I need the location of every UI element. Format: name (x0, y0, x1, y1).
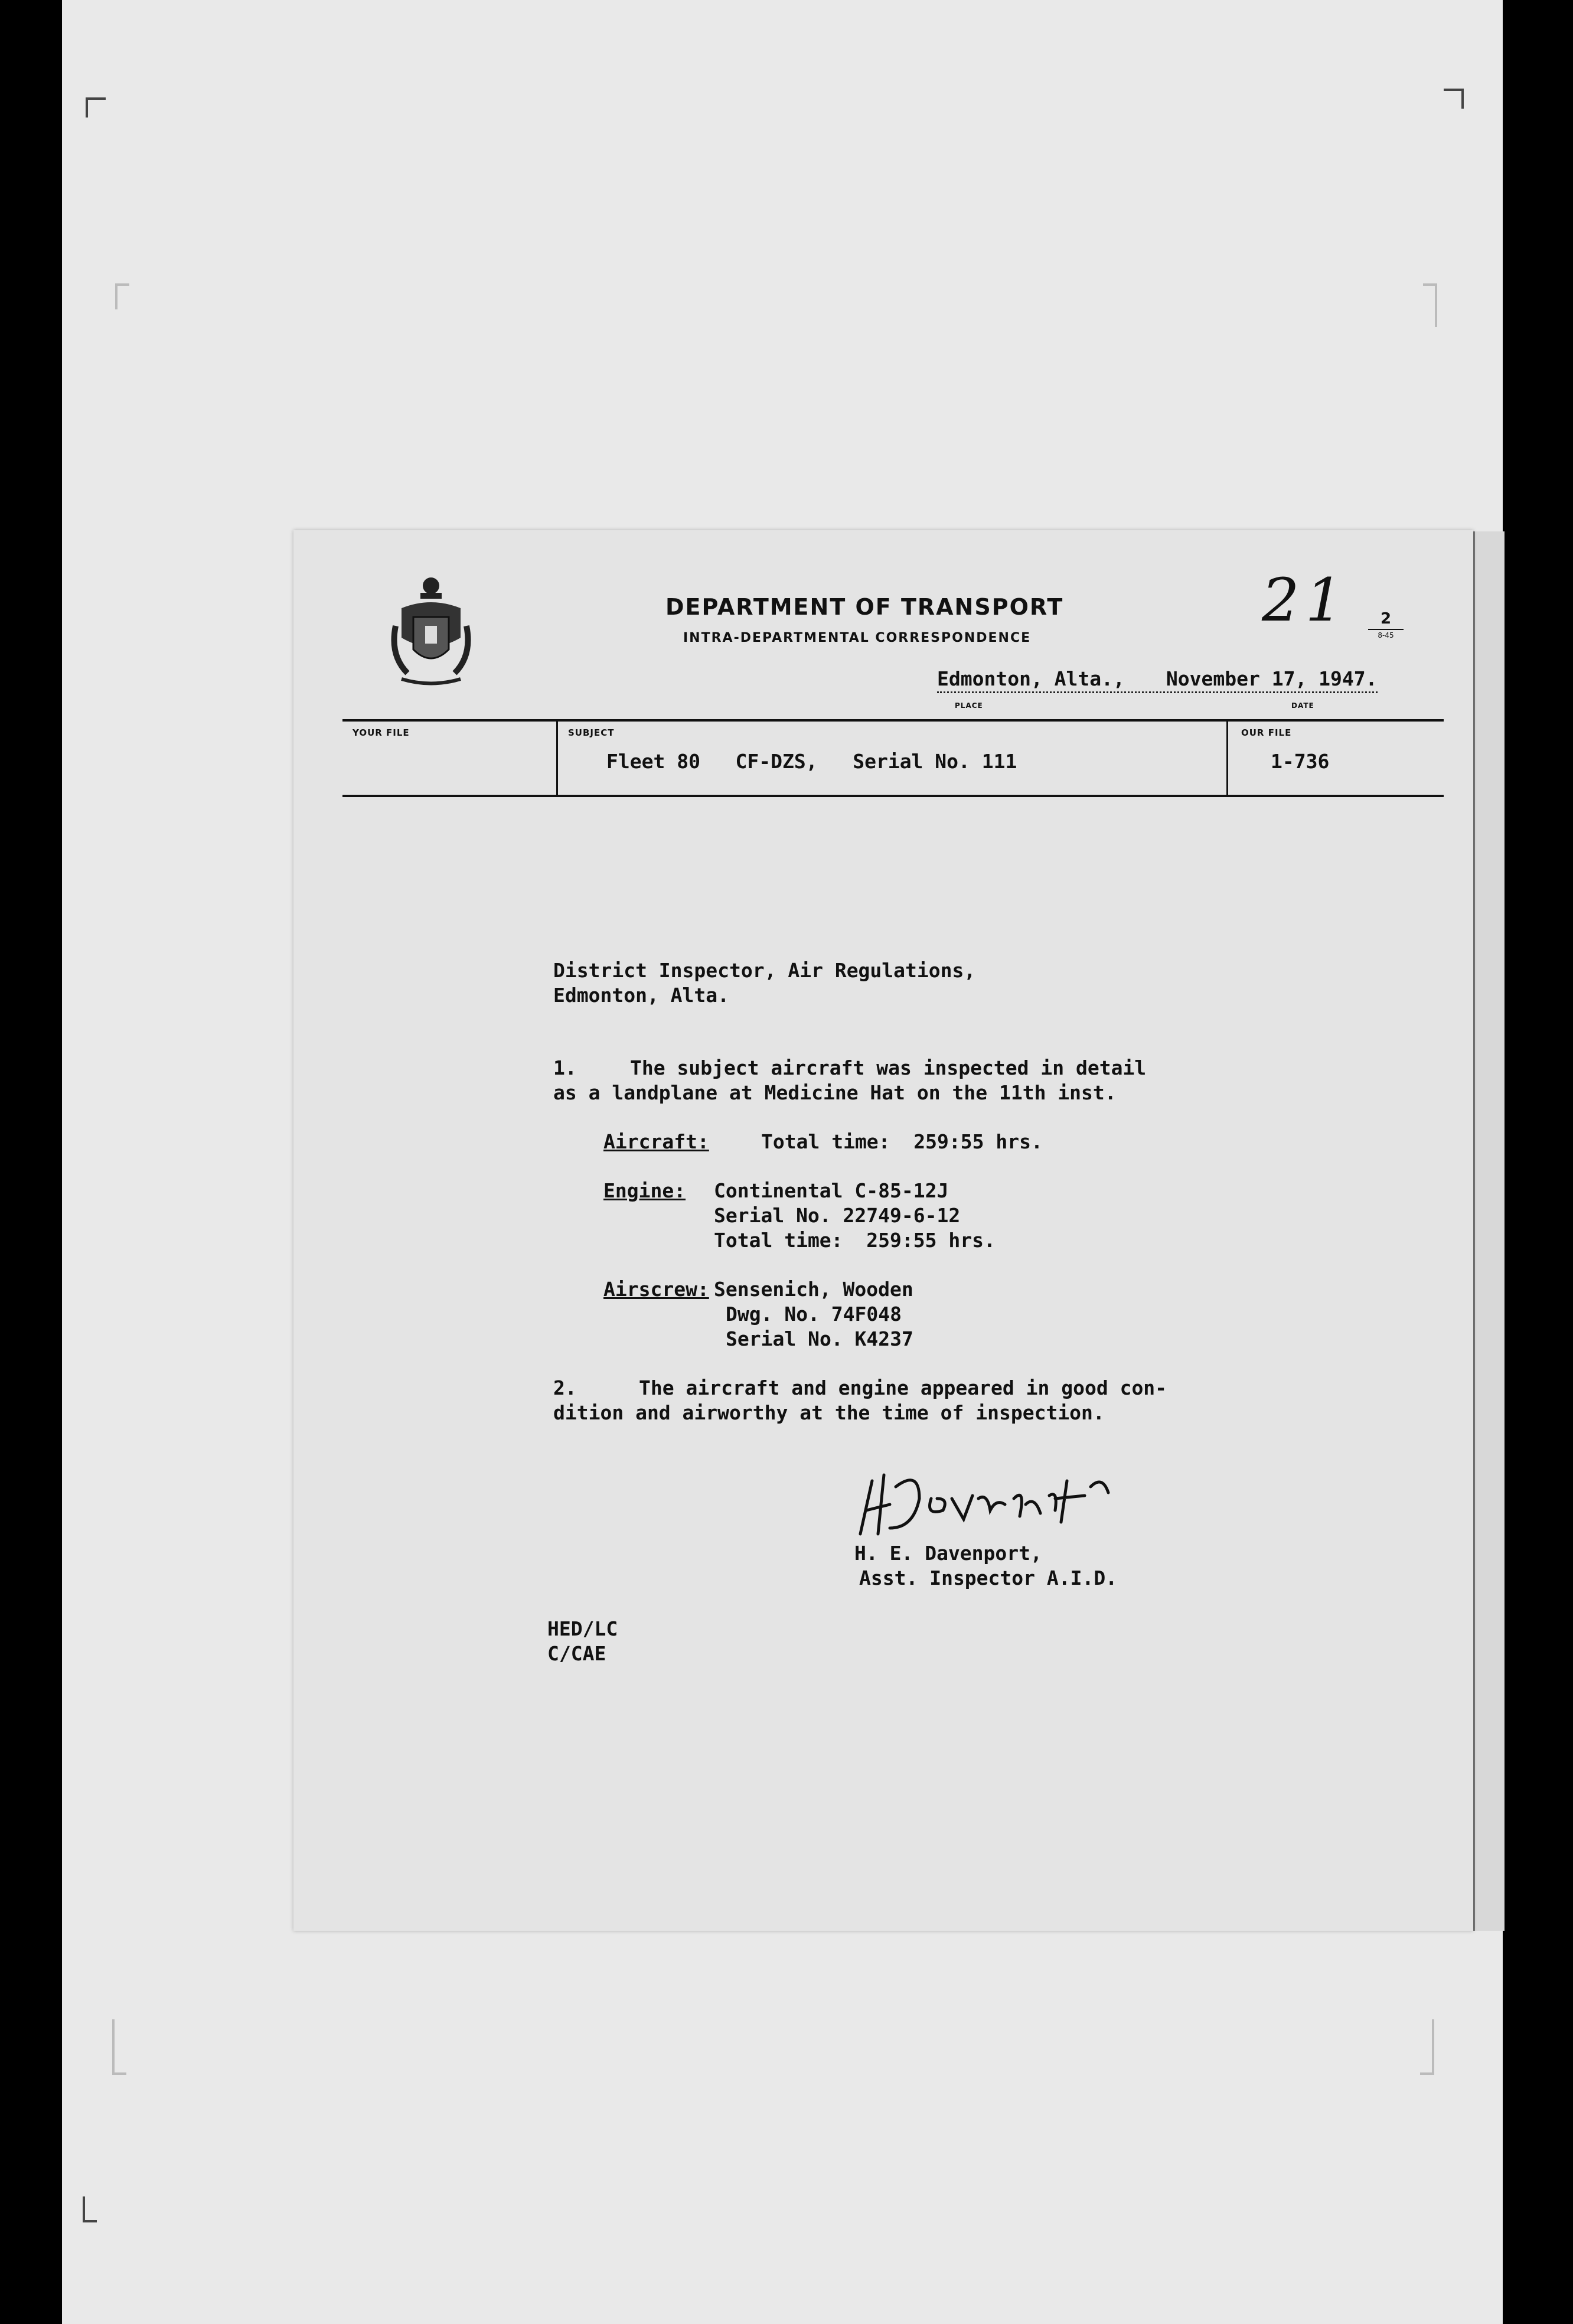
letter-page (293, 530, 1473, 1931)
addressee-line-2: Edmonton, Alta. (553, 984, 730, 1007)
place-value: Edmonton, Alta., (937, 667, 1125, 690)
your-file-label: YOUR FILE (353, 727, 410, 738)
aircraft-total-time: Total time: 259:55 hrs. (761, 1130, 1043, 1153)
handwritten-signature (848, 1463, 1156, 1546)
signatory-title: Asst. Inspector A.I.D. (859, 1566, 1118, 1589)
paragraph-1-number: 1. (553, 1056, 577, 1079)
subject-value: Fleet 80 CF-DZS, Serial No. 111 (606, 750, 1017, 773)
date-caption: DATE (1291, 701, 1314, 710)
addressee-line-1: District Inspector, Air Regulations, (553, 959, 976, 982)
date-value: November 17, 1947. (1166, 667, 1378, 690)
department-title: DEPARTMENT OF TRANSPORT (665, 594, 1064, 620)
coat-of-arms-icon (390, 573, 472, 691)
form-number (1368, 610, 1404, 639)
fields-divider-1 (556, 720, 558, 795)
airscrew-label: Airscrew: (603, 1278, 709, 1301)
aircraft-label: Aircraft: (603, 1130, 709, 1153)
paragraph-1-line-1: The subject aircraft was inspected in detail (630, 1056, 1147, 1079)
reference-initials: HED/LC (547, 1617, 618, 1640)
underlying-page-edge (1473, 531, 1505, 1931)
fields-bottom-rule (342, 795, 1444, 797)
our-file-label: OUR FILE (1241, 727, 1292, 738)
handwritten-file-number: 21 (1262, 566, 1349, 635)
engine-serial: Serial No. 22749-6-12 (714, 1204, 961, 1227)
place-caption: PLACE (955, 701, 983, 710)
signatory-name: H. E. Davenport, (854, 1542, 1042, 1565)
our-file-value: 1-736 (1271, 750, 1330, 773)
airscrew-drawing-number: Dwg. No. 74F048 (726, 1303, 902, 1326)
engine-model: Continental C-85-12J (714, 1179, 949, 1202)
paragraph-2-line-1: The aircraft and engine appeared in good con- (639, 1376, 1167, 1399)
form-revision: 8-45 (1378, 631, 1394, 639)
airscrew-make: Sensenich, Wooden (714, 1278, 913, 1301)
correspondence-subtitle: INTRA-DEPARTMENTAL CORRESPONDENCE (683, 631, 1032, 645)
subject-label: SUBJECT (568, 727, 615, 738)
copy-notation: C/CAE (547, 1642, 606, 1665)
paragraph-2-line-2: dition and airworthy at the time of inspection. (553, 1401, 1105, 1424)
paragraph-2-number: 2. (553, 1376, 577, 1399)
form-number-value: 2 (1368, 610, 1404, 630)
paragraph-1-line-2: as a landplane at Medicine Hat on the 11th inst. (553, 1081, 1117, 1104)
airscrew-serial: Serial No. K4237 (726, 1327, 913, 1350)
fields-top-rule (342, 719, 1444, 722)
engine-total-time: Total time: 259:55 hrs. (714, 1229, 996, 1252)
place-date-line (937, 667, 1378, 693)
engine-label: Engine: (603, 1179, 686, 1202)
fields-divider-2 (1226, 720, 1228, 795)
